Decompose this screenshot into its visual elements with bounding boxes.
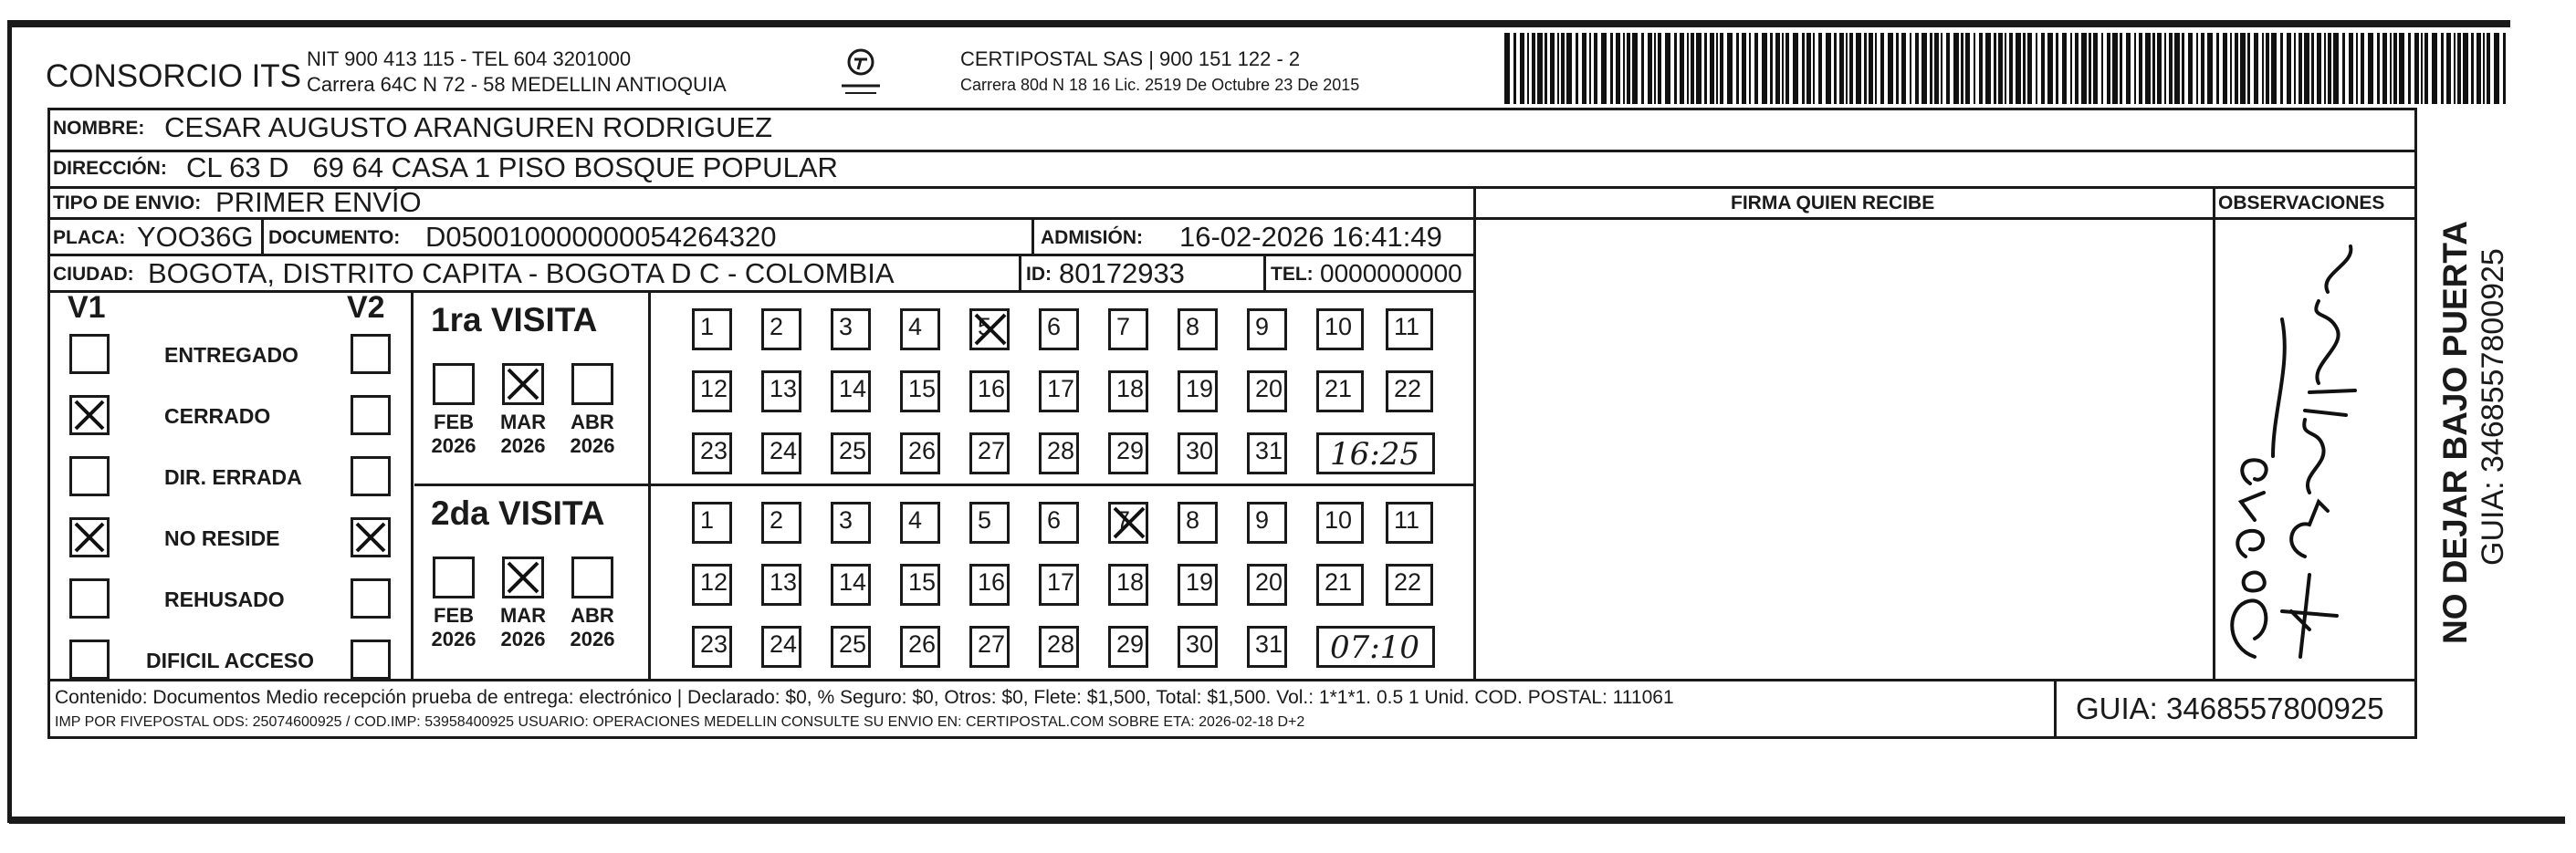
day-box[interactable]: [1108, 564, 1148, 606]
day-number: 4: [908, 313, 923, 340]
side-guia: GUIA: 3468557800925: [2476, 248, 2510, 566]
day-number: 18: [1116, 568, 1145, 596]
admision-value: 16-02-2026 16:41:49: [1179, 221, 1442, 253]
nombre-label: NOMBRE:: [53, 118, 145, 139]
day-number: 31: [1255, 437, 1283, 464]
day-number: 11: [1394, 313, 1420, 340]
day-box[interactable]: [900, 308, 940, 350]
v2-checkbox[interactable]: [351, 395, 391, 435]
status-option-label: DIFICIL ACCESO: [146, 649, 315, 672]
handwritten-x-mark: [1111, 505, 1147, 541]
day-number: 21: [1325, 375, 1353, 402]
handwritten-x-mark: [972, 311, 1009, 348]
day-number: 2: [770, 506, 784, 534]
col-line-months: [648, 290, 651, 679]
day-box[interactable]: [831, 432, 871, 474]
day-box[interactable]: [1039, 432, 1079, 474]
day-box[interactable]: [692, 432, 732, 474]
firma-header: FIRMA QUIEN RECIBE: [1731, 192, 1935, 213]
day-box[interactable]: [761, 432, 801, 474]
v2-checkbox[interactable]: [351, 334, 391, 374]
handwritten-x-mark: [505, 559, 541, 596]
handwritten-time: 07:10: [1330, 629, 1419, 666]
status-option-label: ENTREGADO: [164, 343, 298, 367]
day-box[interactable]: [1386, 564, 1433, 606]
v2-checkbox[interactable]: [351, 578, 391, 619]
status-option-label: CERRADO: [164, 404, 271, 428]
day-box[interactable]: [1316, 502, 1364, 544]
top-border: [9, 20, 2510, 27]
observaciones-header: OBSERVACIONES: [2218, 192, 2385, 213]
month-checkbox[interactable]: [571, 557, 613, 598]
documento-value: D050010000000054264320: [425, 221, 777, 253]
day-number: 19: [1186, 375, 1214, 402]
col-line-firma: [1473, 186, 1476, 679]
v2-checkbox[interactable]: [351, 517, 391, 557]
row-line-5: [47, 290, 1476, 293]
carrier-address-license: Carrera 80d N 18 16 Lic. 2519 De Octubre 23 De 2015: [960, 76, 1360, 94]
day-box[interactable]: [1108, 370, 1148, 412]
visit-title: 1ra VISITA: [431, 301, 598, 338]
v1-checkbox[interactable]: [69, 640, 110, 680]
day-box[interactable]: [900, 626, 940, 668]
day-box[interactable]: [969, 564, 1010, 606]
day-number: 1: [700, 313, 715, 340]
day-number: 10: [1325, 313, 1353, 340]
day-number: 31: [1255, 630, 1283, 658]
day-box[interactable]: [969, 308, 1010, 350]
time-box[interactable]: [1316, 432, 1435, 474]
left-border: [7, 20, 12, 823]
month-label: MAR: [499, 411, 547, 433]
day-number: 20: [1255, 375, 1283, 402]
day-box[interactable]: [1178, 626, 1218, 668]
carrier-name-nit: CERTIPOSTAL SAS | 900 151 122 - 2: [960, 47, 1301, 70]
day-number: 14: [839, 568, 867, 596]
month-label: ABR: [571, 411, 614, 433]
day-box[interactable]: [831, 308, 871, 350]
day-box[interactable]: [692, 626, 732, 668]
day-box[interactable]: [969, 626, 1010, 668]
day-box[interactable]: [1039, 626, 1079, 668]
day-number: 7: [1116, 313, 1131, 340]
day-box[interactable]: [1178, 370, 1218, 412]
day-box[interactable]: [1178, 308, 1218, 350]
day-box[interactable]: [1178, 432, 1218, 474]
month-checkbox[interactable]: [502, 557, 544, 598]
day-box[interactable]: [761, 626, 801, 668]
footer-contenido: Contenido: Documentos Medio recepción prueba de entrega: electrónico | Declarado: $0, % Seguro: $0, Otros: $0, Flete: $1,500, Total: $1,500. Vol.: 1*1*1. 0.5 1 Unid. COD. POSTAL: 111061: [55, 687, 1674, 708]
day-number: 2: [770, 313, 784, 340]
day-box[interactable]: [1039, 308, 1079, 350]
col-line-placa: [261, 217, 264, 254]
year-label: 2026: [431, 434, 476, 457]
day-box[interactable]: [831, 370, 871, 412]
day-number: 10: [1325, 506, 1353, 534]
status-option-label: NO RESIDE: [164, 526, 280, 550]
day-box[interactable]: [831, 564, 871, 606]
day-box[interactable]: [1247, 370, 1287, 412]
direccion-value: CL 63 D 69 64 CASA 1 PISO BOSQUE POPULAR: [186, 151, 838, 183]
day-box[interactable]: [1108, 308, 1148, 350]
day-number: 13: [770, 375, 798, 402]
day-box[interactable]: [1247, 308, 1287, 350]
month-label: MAR: [499, 604, 547, 627]
day-box[interactable]: [1386, 308, 1433, 350]
day-number: 23: [700, 630, 728, 658]
day-box[interactable]: [900, 502, 940, 544]
day-box[interactable]: [1108, 626, 1148, 668]
day-number: 22: [1394, 568, 1422, 596]
day-box[interactable]: [1247, 564, 1287, 606]
day-number: 25: [839, 437, 867, 464]
tipo-envio-value: PRIMER ENVÍO: [215, 186, 422, 218]
day-box[interactable]: [1108, 432, 1148, 474]
day-box[interactable]: [1386, 370, 1433, 412]
day-box[interactable]: [1247, 626, 1287, 668]
row-line-6: [47, 679, 2417, 681]
day-box[interactable]: [1039, 502, 1079, 544]
v1-checkbox[interactable]: [69, 395, 110, 435]
day-box[interactable]: [761, 564, 801, 606]
day-box[interactable]: [692, 502, 732, 544]
day-number: 16: [978, 568, 1006, 596]
tel-value: 0000000000: [1320, 259, 1462, 287]
day-number: 14: [839, 375, 867, 402]
day-box[interactable]: [1386, 502, 1433, 544]
placa-value: YOO36G: [137, 221, 254, 253]
day-box[interactable]: [1247, 502, 1287, 544]
day-box[interactable]: [1316, 370, 1364, 412]
day-number: 27: [978, 437, 1006, 464]
day-box[interactable]: [761, 308, 801, 350]
month-checkbox[interactable]: [502, 363, 544, 405]
day-box[interactable]: [969, 502, 1010, 544]
col-line-guia: [2054, 679, 2057, 739]
visit-divider: [414, 484, 1476, 486]
month-checkbox[interactable]: [433, 363, 475, 405]
status-option-label: REHUSADO: [164, 588, 285, 611]
certipostal-logo: [838, 46, 884, 102]
col-line-admision: [1031, 217, 1034, 254]
v2-checkbox[interactable]: [351, 640, 391, 680]
day-number: 5: [978, 313, 992, 340]
day-box[interactable]: [761, 502, 801, 544]
year-label: 2026: [570, 628, 615, 650]
col-line-id: [1019, 254, 1021, 290]
col-line-obs: [2213, 186, 2215, 679]
handwritten-observations: [2218, 228, 2410, 675]
day-box[interactable]: [831, 502, 871, 544]
company-name: CONSORCIO ITS: [46, 58, 302, 94]
day-box[interactable]: [969, 370, 1010, 412]
day-number: 24: [770, 630, 798, 658]
month-checkbox[interactable]: [571, 363, 613, 405]
footer-imp: IMP POR FIVEPOSTAL ODS: 25074600925 / COD.IMP: 53958400925 USUARIO: OPERACIONES MEDELLIN CONSULTE SU ENVIO EN: CERTIPOSTAL.COM SOBRE ETA: 2026-02-18 D+2: [55, 714, 1305, 730]
day-number: 7: [1116, 506, 1131, 534]
tel-label: TEL:: [1271, 264, 1314, 285]
month-label: FEB: [434, 604, 474, 627]
day-box[interactable]: [969, 432, 1010, 474]
side-no-dejar: NO DEJAR BAJO PUERTA: [2436, 221, 2474, 644]
v2-checkbox[interactable]: [351, 456, 391, 496]
handwritten-x-mark: [353, 520, 388, 555]
barcode: [1504, 33, 2508, 106]
day-box[interactable]: [1039, 564, 1079, 606]
day-number: 16: [978, 375, 1006, 402]
year-label: 2026: [431, 628, 476, 650]
day-box[interactable]: [1039, 370, 1079, 412]
col-line-status: [411, 290, 414, 679]
day-box[interactable]: [900, 432, 940, 474]
day-box[interactable]: [1247, 432, 1287, 474]
day-number: 23: [700, 437, 728, 464]
company-nit-tel: NIT 900 413 115 - TEL 604 3201000: [307, 47, 632, 70]
v1-checkbox[interactable]: [69, 456, 110, 496]
tipo-envio-label: TIPO DE ENVIO:: [53, 192, 202, 213]
nombre-value: CESAR AUGUSTO ARANGUREN RODRIGUEZ: [164, 111, 773, 143]
day-number: 21: [1325, 568, 1353, 596]
day-number: 5: [978, 506, 992, 534]
day-box[interactable]: [900, 564, 940, 606]
day-box[interactable]: [831, 626, 871, 668]
visit-title: 2da VISITA: [431, 494, 605, 532]
v2-label: V2: [347, 290, 385, 325]
month-label: FEB: [434, 411, 474, 433]
day-box[interactable]: [692, 308, 732, 350]
month-checkbox[interactable]: [433, 557, 475, 598]
day-number: 22: [1394, 375, 1422, 402]
day-number: 26: [908, 437, 937, 464]
day-number: 12: [700, 375, 728, 402]
day-number: 29: [1116, 630, 1145, 658]
day-number: 28: [1047, 437, 1075, 464]
year-label: 2026: [500, 434, 546, 457]
day-box[interactable]: [761, 370, 801, 412]
handwritten-x-mark: [72, 520, 107, 555]
year-label: 2026: [570, 434, 615, 457]
day-number: 9: [1255, 506, 1270, 534]
day-number: 6: [1047, 506, 1062, 534]
day-number: 3: [839, 506, 853, 534]
day-number: 3: [839, 313, 853, 340]
day-number: 27: [978, 630, 1006, 658]
day-box[interactable]: [1316, 564, 1364, 606]
day-number: 11: [1394, 506, 1420, 534]
day-number: 30: [1186, 437, 1214, 464]
id-value: 80172933: [1059, 257, 1185, 289]
day-number: 29: [1116, 437, 1145, 464]
day-number: 1: [700, 506, 715, 534]
row-line-4: [47, 254, 1476, 256]
day-number: 4: [908, 506, 923, 534]
day-number: 15: [908, 375, 937, 402]
status-option-label: DIR. ERRADA: [164, 465, 302, 489]
direccion-label: DIRECCIÓN:: [53, 158, 167, 179]
company-address: Carrera 64C N 72 - 58 MEDELLIN ANTIOQUIA: [307, 73, 727, 96]
ciudad-value: BOGOTA, DISTRITO CAPITA - BOGOTA D C - COLOMBIA: [148, 257, 895, 289]
id-label: ID:: [1026, 264, 1052, 285]
day-number: 6: [1047, 313, 1062, 340]
day-number: 8: [1186, 313, 1200, 340]
day-box[interactable]: [692, 370, 732, 412]
placa-label: PLACA:: [53, 227, 126, 248]
day-box[interactable]: [1178, 564, 1218, 606]
col-line-tel: [1263, 254, 1266, 290]
bottom-border: [9, 817, 2565, 824]
year-label: 2026: [500, 628, 546, 650]
day-number: 8: [1186, 506, 1200, 534]
handwritten-x-mark: [505, 366, 541, 402]
month-label: ABR: [571, 604, 614, 627]
admision-label: ADMISIÓN:: [1041, 227, 1143, 248]
day-number: 28: [1047, 630, 1075, 658]
time-box[interactable]: [1316, 626, 1435, 668]
day-box[interactable]: [692, 564, 732, 606]
v1-checkbox[interactable]: [69, 578, 110, 619]
day-box[interactable]: [1316, 308, 1364, 350]
footer-guia: GUIA: 3468557800925: [2076, 692, 2384, 725]
v1-label: V1: [68, 290, 106, 325]
day-number: 13: [770, 568, 798, 596]
day-box[interactable]: [900, 370, 940, 412]
day-number: 17: [1047, 568, 1075, 596]
day-number: 9: [1255, 313, 1270, 340]
day-number: 20: [1255, 568, 1283, 596]
handwritten-time: 16:25: [1330, 436, 1419, 473]
day-box[interactable]: [1178, 502, 1218, 544]
day-number: 15: [908, 568, 937, 596]
ciudad-label: CIUDAD:: [53, 264, 134, 285]
day-number: 30: [1186, 630, 1214, 658]
day-number: 24: [770, 437, 798, 464]
day-box[interactable]: [1108, 502, 1148, 544]
day-number: 17: [1047, 375, 1075, 402]
v1-checkbox[interactable]: [69, 334, 110, 374]
day-number: 12: [700, 568, 728, 596]
day-number: 18: [1116, 375, 1145, 402]
handwritten-x-mark: [72, 398, 107, 432]
day-number: 26: [908, 630, 937, 658]
day-number: 19: [1186, 568, 1214, 596]
day-number: 25: [839, 630, 867, 658]
documento-label: DOCUMENTO:: [268, 227, 401, 248]
v1-checkbox[interactable]: [69, 517, 110, 557]
